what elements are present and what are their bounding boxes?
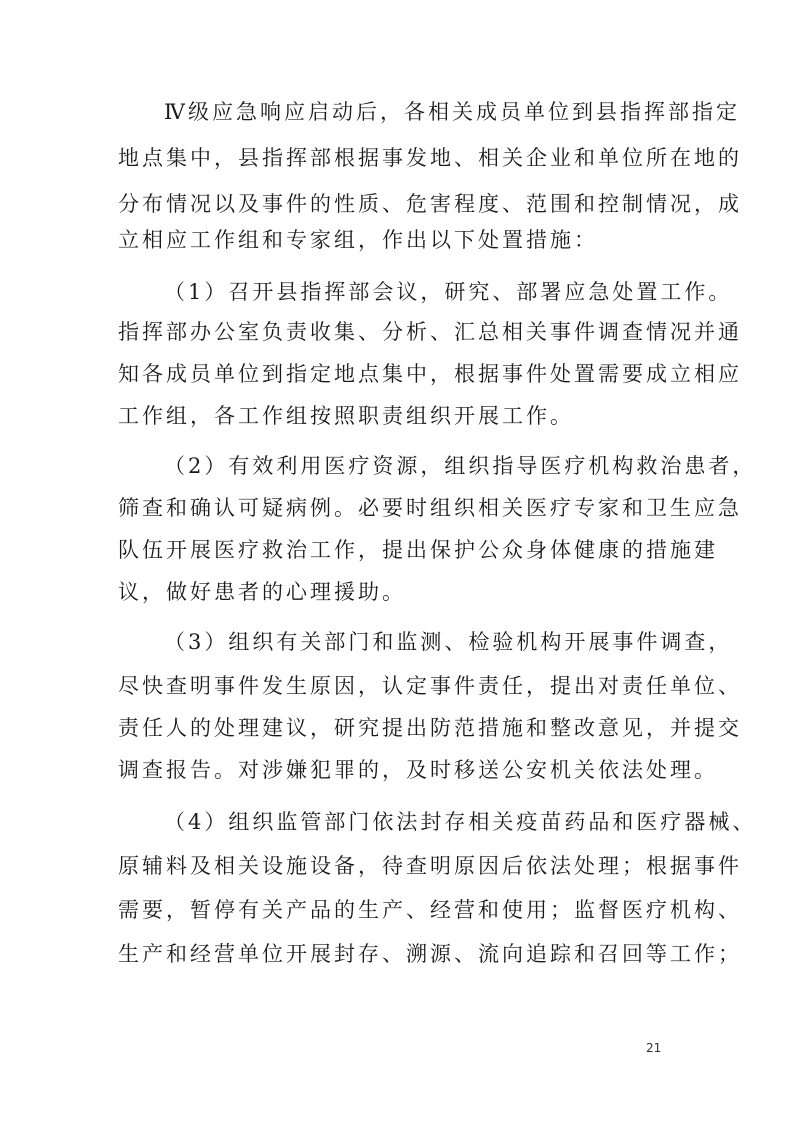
paragraph-5-line-2: 原辅料及相关设施设备，待查明原因后依法处理；根据事件 — [118, 854, 742, 878]
page-number: 21 — [646, 1041, 662, 1055]
paragraph-2-line-1: （1）召开县指挥部会议，研究、部署应急处置工作。 — [164, 280, 733, 304]
paragraph-2-line-4: 工作组，各工作组按照职责组织开展工作。 — [118, 404, 574, 428]
paragraph-3-line-3: 队伍开展医疗救治工作，提出保护公众身体健康的措施建 — [118, 538, 718, 562]
paragraph-3-line-4: 议，做好患者的心理援助。 — [118, 580, 406, 604]
paragraph-5-line-4: 生产和经营单位开展封存、溯源、流向追踪和召回等工作； — [118, 942, 742, 966]
paragraph-3-line-2: 筛查和确认可疑病例。必要时组织相关医疗专家和卫生应急 — [118, 496, 742, 520]
paragraph-4-line-4: 调查报告。对涉嫌犯罪的，及时移送公安机关依法处理。 — [118, 758, 718, 782]
paragraph-2-line-3: 知各成员单位到指定地点集中，根据事件处置需要成立相应 — [118, 362, 742, 386]
paragraph-1-line-3: 分布情况以及事件的性质、危害程度、范围和控制情况，成 — [118, 192, 742, 216]
paragraph-1-line-1: Ⅳ级应急响应启动后，各相关成员单位到县指挥部指定 — [164, 100, 740, 124]
paragraph-4-line-3: 责任人的处理建议，研究提出防范措施和整改意见，并提交 — [118, 716, 742, 740]
paragraph-4-line-2: 尽快查明事件发生原因，认定事件责任，提出对责任单位、 — [118, 674, 742, 698]
paragraph-1-line-4: 立相应工作组和专家组，作出以下处置措施： — [118, 228, 598, 252]
paragraph-5-line-1: （4）组织监管部门依法封存相关疫苗药品和医疗器械、 — [164, 810, 757, 834]
paragraph-1-line-2: 地点集中，县指挥部根据事发地、相关企业和单位所在地的 — [118, 146, 742, 170]
paragraph-5-line-3: 需要，暂停有关产品的生产、经营和使用；监督医疗机构、 — [118, 898, 742, 922]
paragraph-4-line-1: （3）组织有关部门和监测、检验机构开展事件调查， — [164, 630, 733, 654]
paragraph-2-line-2: 指挥部办公室负责收集、分析、汇总相关事件调查情况并通 — [118, 320, 742, 344]
paragraph-3-line-1: （2）有效利用医疗资源，组织指导医疗机构救治患者， — [164, 454, 757, 478]
